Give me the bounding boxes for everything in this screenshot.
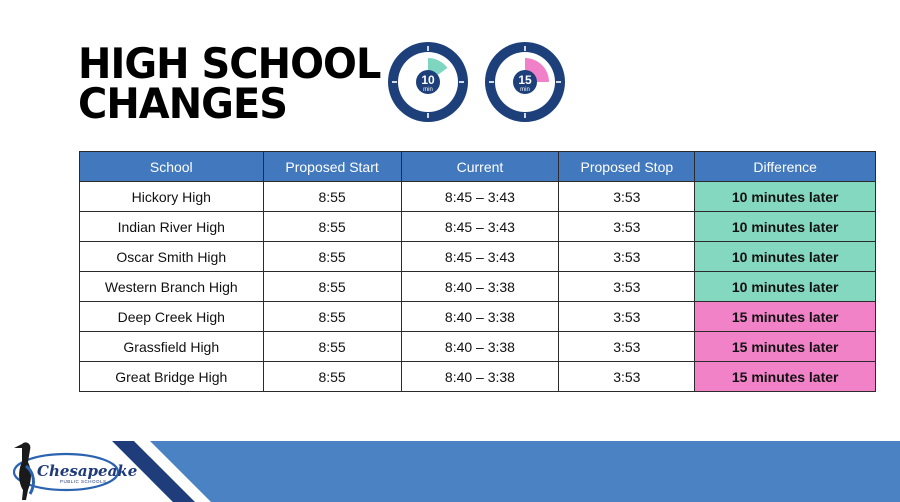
cell-difference: 10 minutes later — [695, 182, 876, 212]
timer-15-value: 15 — [518, 73, 532, 87]
cell-start: 8:55 — [263, 212, 401, 242]
table-row — [80, 362, 876, 392]
header-proposed-stop: Proposed Stop — [559, 152, 695, 182]
table-row — [80, 242, 876, 272]
title-line-2: CHANGES — [78, 79, 288, 128]
cell-stop: 3:53 — [559, 272, 695, 302]
cell-difference: 15 minutes later — [695, 302, 876, 332]
table-header-row — [80, 152, 876, 182]
cell-current: 8:40 – 3:38 — [401, 302, 559, 332]
logo-subtitle: PUBLIC SCHOOLS — [60, 479, 107, 484]
cell-difference: 15 minutes later — [695, 332, 876, 362]
cell-school: Grassfield High — [80, 332, 264, 362]
cell-start: 8:55 — [263, 182, 401, 212]
header-current: Current — [401, 152, 559, 182]
table-row — [80, 182, 876, 212]
table-row — [80, 272, 876, 302]
title-line-1: HIGH SCHOOL — [78, 39, 381, 88]
cell-current: 8:45 – 3:43 — [401, 242, 559, 272]
cell-school: Western Branch High — [80, 272, 264, 302]
cell-start: 8:55 — [263, 332, 401, 362]
cell-stop: 3:53 — [559, 182, 695, 212]
timer-10-icon — [386, 40, 470, 124]
header-difference: Difference — [695, 152, 876, 182]
header-proposed-start: Proposed Start — [263, 152, 401, 182]
cell-start: 8:55 — [263, 242, 401, 272]
header-school: School — [80, 152, 264, 182]
table-row — [80, 212, 876, 242]
cell-difference: 15 minutes later — [695, 362, 876, 392]
table-row — [80, 332, 876, 362]
cell-current: 8:45 – 3:43 — [401, 182, 559, 212]
page-title — [78, 39, 381, 128]
cell-current: 8:40 – 3:38 — [401, 332, 559, 362]
timer-15-icon — [483, 40, 567, 124]
cell-stop: 3:53 — [559, 332, 695, 362]
cell-start: 8:55 — [263, 272, 401, 302]
cell-school: Hickory High — [80, 182, 264, 212]
footer-band — [150, 441, 900, 502]
cell-stop: 3:53 — [559, 212, 695, 242]
cell-start: 8:55 — [263, 362, 401, 392]
cell-school: Indian River High — [80, 212, 264, 242]
cell-school: Oscar Smith High — [80, 242, 264, 272]
schedule-table — [79, 151, 876, 392]
cell-current: 8:40 – 3:38 — [401, 272, 559, 302]
cell-start: 8:55 — [263, 302, 401, 332]
logo-name: Chesapeake — [37, 462, 138, 480]
cell-current: 8:45 – 3:43 — [401, 212, 559, 242]
cell-current: 8:40 – 3:38 — [401, 362, 559, 392]
cell-stop: 3:53 — [559, 242, 695, 272]
cell-difference: 10 minutes later — [695, 212, 876, 242]
timer-15-unit: min — [520, 87, 530, 93]
table-row — [80, 302, 876, 332]
cell-school: Deep Creek High — [80, 302, 264, 332]
cell-stop: 3:53 — [559, 362, 695, 392]
cell-difference: 10 minutes later — [695, 272, 876, 302]
cell-school: Great Bridge High — [80, 362, 264, 392]
timer-10-value: 10 — [421, 73, 435, 87]
timer-10-unit: min — [423, 87, 433, 93]
cell-difference: 10 minutes later — [695, 242, 876, 272]
cell-stop: 3:53 — [559, 302, 695, 332]
